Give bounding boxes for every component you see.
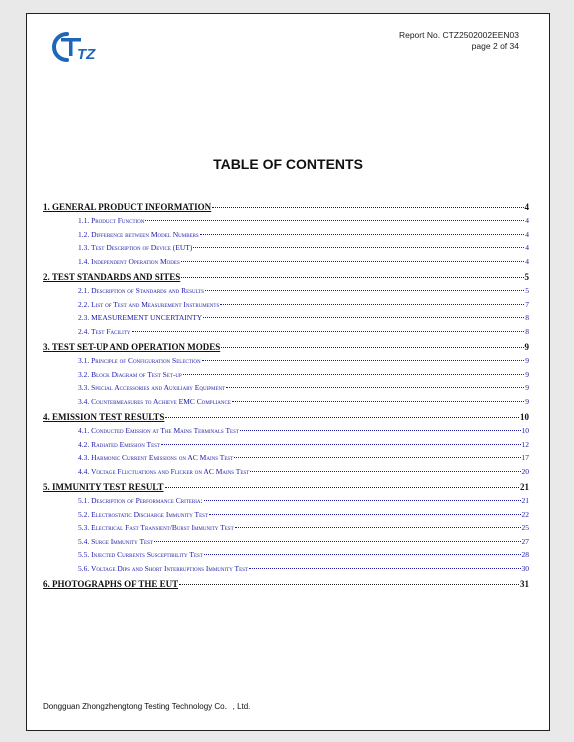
dot-leader [204, 554, 521, 555]
report-header [399, 30, 519, 52]
toc-entry-page: 4 [525, 256, 529, 266]
footer-company: Dongguan Zhongzhengtong Testing Technology Co．, Ltd. [43, 702, 251, 711]
toc-entry-label: 6. PHOTOGRAPHS OF THE EUT [43, 579, 179, 589]
dot-leader [200, 234, 525, 235]
toc-subsection[interactable] [43, 438, 529, 452]
toc-entry-label: 1. GENERAL PRODUCT INFORMATION [43, 202, 212, 212]
dot-leader [204, 500, 521, 501]
toc-subsection[interactable] [43, 311, 529, 325]
toc-entry-label: 5.1. Description of Performance Criteria: [78, 496, 203, 505]
dot-leader [249, 568, 520, 569]
toc-entry-page: 4 [525, 243, 529, 252]
toc-entry-page: 12 [521, 439, 529, 449]
toc-entry-label: 5. IMMUNITY TEST RESULT [43, 482, 164, 492]
dot-leader [205, 290, 524, 291]
toc-subsection[interactable] [43, 508, 529, 522]
toc-subsection[interactable] [43, 354, 529, 368]
dot-leader [221, 347, 523, 348]
toc-entry-page: 9 [525, 356, 529, 365]
report-label: Report No. [398, 30, 441, 40]
toc-subsection[interactable] [43, 451, 529, 465]
page-word: page [471, 41, 491, 51]
dot-leader [250, 471, 520, 472]
toc-subsection[interactable] [43, 284, 529, 298]
toc-subsection[interactable] [43, 465, 529, 479]
toc-entry-label: 3.3. Special Accessories and Auxiliary Equipment [78, 383, 226, 392]
page-title: TABLE OF CONTENTS [213, 156, 363, 172]
toc-section[interactable] [43, 270, 529, 284]
toc-subsection[interactable] [43, 381, 529, 395]
toc-entry-label: 1.1. Product Function [78, 216, 145, 225]
toc-entry-label: 2.3. MEASUREMENT UNCERTAINTY [78, 313, 203, 322]
table-of-contents [43, 200, 529, 593]
dot-leader [183, 374, 524, 375]
dot-leader [202, 360, 525, 361]
dot-leader [165, 487, 519, 488]
toc-entry-page: 21 [521, 496, 529, 505]
toc-entry-page: 25 [521, 523, 529, 532]
toc-subsection[interactable] [43, 535, 529, 549]
toc-subsection[interactable] [43, 562, 529, 576]
toc-entry-label: 3. TEST SET-UP AND OPERATION MODES [43, 342, 221, 352]
dot-leader [145, 220, 524, 221]
toc-entry-label: 2.4. Test Facility [78, 326, 131, 336]
dot-leader [240, 430, 521, 431]
toc-entry-label: 1.4. Independent Operation Modes [78, 256, 180, 266]
page-of: of [500, 41, 508, 51]
page-indicator [399, 41, 519, 52]
dot-leader [235, 527, 521, 528]
toc-entry-label: 4.4. Voltage Fluctuations and Flicker on AC Mains Test [78, 466, 250, 476]
dot-leader [181, 277, 523, 278]
toc-entry-label: 2. TEST STANDARDS AND SITES [43, 272, 181, 282]
toc-subsection[interactable] [43, 298, 529, 312]
toc-subsection[interactable] [43, 228, 529, 242]
dot-leader [154, 541, 521, 542]
toc-entry-page: 4 [525, 229, 529, 239]
toc-subsection[interactable] [43, 255, 529, 269]
toc-section[interactable] [43, 480, 529, 494]
toc-entry-label: 5.3. Electrical Fast Transient/Burst Immunity Test [78, 523, 234, 532]
toc-entry-label: 5.4. Surge Immunity Test [78, 536, 153, 546]
toc-entry-page: 22 [521, 509, 529, 519]
toc-entry-page: 9 [524, 342, 529, 352]
dot-leader [161, 444, 520, 445]
toc-subsection[interactable] [43, 214, 529, 228]
toc-entry-page: 4 [524, 202, 529, 212]
dot-leader [165, 417, 519, 418]
dot-leader [181, 261, 525, 262]
toc-subsection[interactable] [43, 548, 529, 562]
toc-entry-page: 4 [525, 216, 529, 225]
toc-entry-page: 28 [521, 550, 529, 559]
ctz-logo-icon [47, 30, 99, 64]
dot-leader [226, 387, 524, 388]
dot-leader [232, 401, 524, 402]
toc-section[interactable] [43, 340, 529, 354]
toc-subsection[interactable] [43, 424, 529, 438]
toc-section[interactable] [43, 577, 529, 591]
section-gap [43, 591, 529, 593]
toc-entry-label: 1.2. Difference between Model Numbers [78, 229, 199, 239]
toc-entry-label: 5.6. Voltage Dips and Short Interruptions Immunity Test [78, 563, 249, 573]
toc-entry-label: 4. EMISSION TEST RESULTS [43, 412, 165, 422]
report-number: CTZ2502002EEN03 [442, 30, 519, 40]
toc-entry-page: 17 [521, 453, 529, 462]
company-logo [47, 30, 99, 64]
toc-entry-label: 3.1. Principle of Configuration Selection [78, 356, 201, 365]
logo-text: TZ [77, 46, 96, 63]
toc-entry-page: 5 [525, 286, 529, 295]
page-total: 34 [509, 41, 519, 51]
toc-subsection[interactable] [43, 395, 529, 409]
toc-entry-page: 20 [521, 466, 529, 476]
toc-entry-page: 27 [521, 536, 529, 546]
toc-entry-page: 9 [525, 396, 529, 406]
toc-entry-page: 8 [525, 313, 529, 322]
dot-leader [132, 331, 525, 332]
toc-entry-page: 5 [524, 272, 529, 282]
toc-entry-page: 21 [520, 482, 529, 492]
document-page [26, 13, 550, 731]
toc-subsection[interactable] [43, 521, 529, 535]
toc-section[interactable] [43, 410, 529, 424]
toc-subsection[interactable] [43, 368, 529, 382]
toc-entry-page: 8 [525, 326, 529, 336]
toc-entry-label: 5.2. Electrostatic Discharge Immunity Test [78, 509, 209, 519]
toc-section[interactable] [43, 200, 529, 214]
toc-entry-label: 1.3. Test Description of Device (EUT) [78, 243, 193, 252]
toc-entry-page: 9 [525, 383, 529, 392]
report-number-line [399, 30, 519, 41]
toc-entry-label: 3.2. Block Diagram of Test Set-up [78, 369, 182, 379]
toc-entry-page: 30 [521, 563, 529, 573]
dot-leader [220, 304, 524, 305]
toc-entry-label: 4.2. Radiated Emission Test [78, 439, 161, 449]
toc-entry-label: 4.1. Conducted Emission at The Mains Terminals Test [78, 426, 239, 435]
toc-subsection[interactable] [43, 494, 529, 508]
toc-entry-page: 9 [525, 369, 529, 379]
toc-entry-page: 31 [520, 579, 529, 589]
toc-entry-page: 10 [521, 426, 529, 435]
toc-entry-label: 3.4. Countermeasures to Achieve EMC Compliance [78, 396, 231, 406]
dot-leader [193, 247, 524, 248]
toc-entry-label: 2.2. List of Test and Measurement Instruments [78, 299, 220, 309]
page-current: 2 [492, 41, 498, 51]
dot-leader [203, 317, 524, 318]
toc-subsection[interactable] [43, 325, 529, 339]
toc-entry-label: 4.3. Harmonic Current Emissions on AC Mains Test [78, 453, 234, 462]
dot-leader [212, 207, 523, 208]
dot-leader [209, 514, 520, 515]
dot-leader [179, 584, 519, 585]
toc-subsection[interactable] [43, 241, 529, 255]
dot-leader [234, 457, 520, 458]
toc-entry-label: 5.5. Injected Currents Susceptibility Test [78, 550, 203, 559]
toc-entry-page: 7 [525, 299, 529, 309]
toc-entry-label: 2.1. Description of Standards and Results [78, 286, 205, 295]
toc-entry-page: 10 [520, 412, 529, 422]
